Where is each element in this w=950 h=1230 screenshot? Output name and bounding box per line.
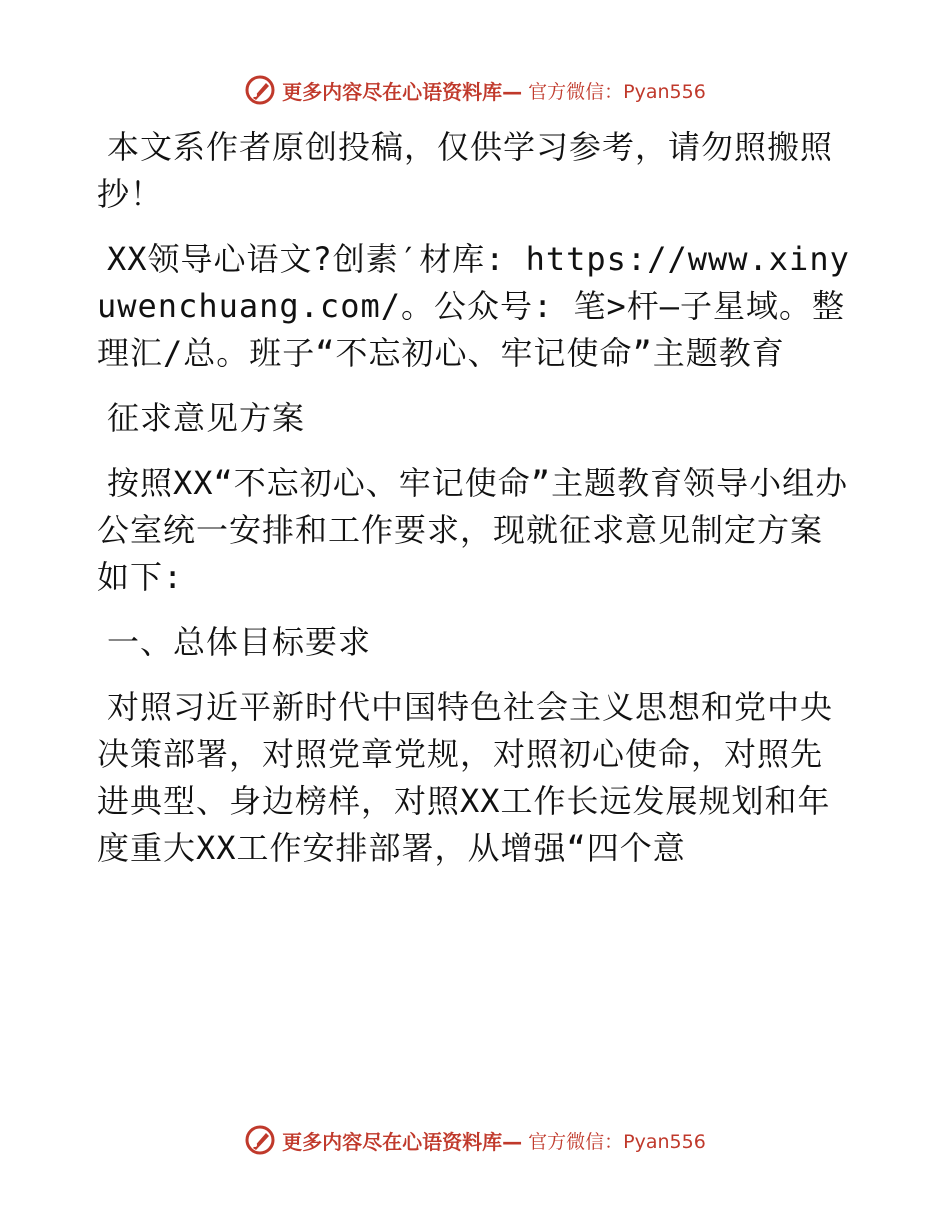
pen-logo-icon xyxy=(244,74,276,106)
header-watermark xyxy=(0,70,950,110)
paragraph-section-1: 对照习近平新时代中国特色社会主义思想和党中央决策部署，对照党章党规，对照初心使命，对照先进典型、身边榜样，对照XX工作长远发展规划和年度重大XX工作安排部署，从增强“四个意 xyxy=(97,688,834,867)
watermark-wechat-text: 官方微信：Pyan556 xyxy=(528,80,706,103)
footer-watermark xyxy=(0,1120,950,1160)
paragraph-subtitle: 征求意见方案 xyxy=(107,399,306,437)
paragraph-disclaimer: 本文系作者原创投稿，仅供学习参考，请勿照搬照抄！ xyxy=(97,128,834,213)
paragraph-intro: 按照XX“不忘初心、牢记使命”主题教育领导小组办公室统一安排和工作要求，现就征求意见制定方案如下: xyxy=(97,464,849,596)
paragraph-source-info: XX领导心语文?创素′材库: https://www.xinyuwenchuang.com/。公众号: 笔>杆—子星域。整理汇/总。班子“不忘初心、牢记使命”主题教育 xyxy=(97,240,850,372)
pen-logo-icon xyxy=(244,1124,276,1156)
watermark-site-text: 更多内容尽在心语资料库— xyxy=(282,79,523,104)
section-heading-1: 一、总体目标要求 xyxy=(107,623,372,661)
watermark-wechat-text: 官方微信：Pyan556 xyxy=(528,1130,706,1153)
document-body xyxy=(97,124,853,890)
watermark-site-text: 更多内容尽在心语资料库— xyxy=(282,1129,523,1154)
